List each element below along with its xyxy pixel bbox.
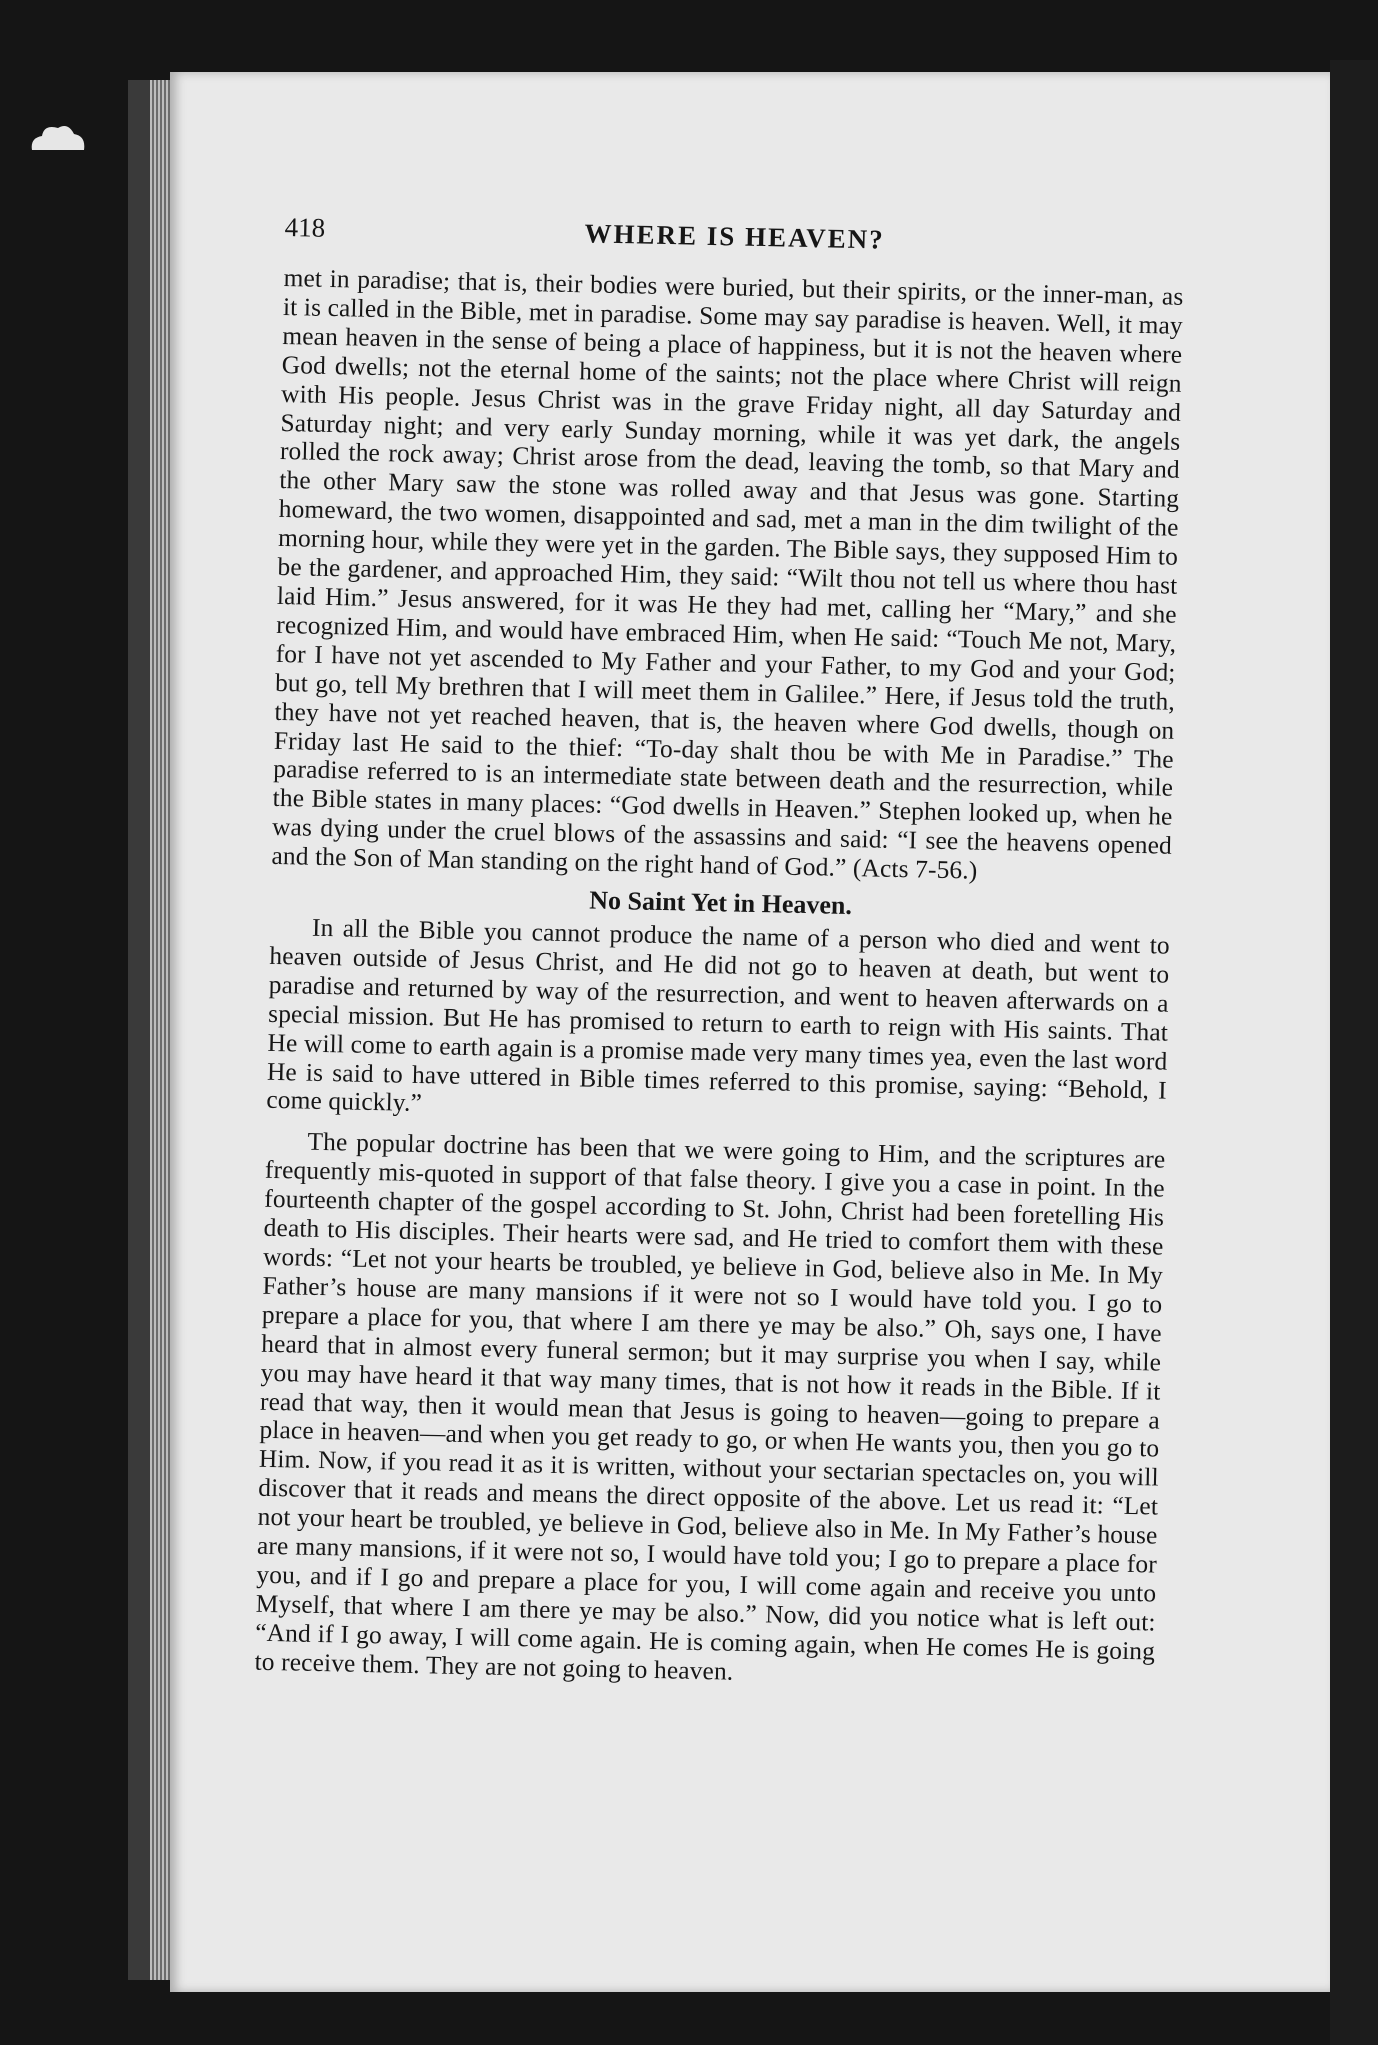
page-edges bbox=[150, 80, 172, 1980]
paragraph-paradise: met in paradise; that is, their bodies were buried, but their spirits, or the inner-man, as it is called in the Bible, met in paradise. Some may say paradise is heaven. Well, it may mean heaven in the sense of being a place of happiness, but it is not the heaven where God dwells; not the eternal home of the saints; not the place where Christ will reign with His people. Jesus Christ was in the grave Friday night, all day Saturday and Saturday night; and very early Sunday morning, while it was yet dark, the angels rolled the rock away; Christ arose from the dead, leaving the tomb, so that Mary and the other Mary saw the stone was rolled away and that Jesus was gone. Starting homeward, the two women, disappointed and sad, met a man in the dim twilight of the morning hour, while they were yet in the garden. The Bible says, they supposed Him to be the gardener, and approached Him, they said: “Wilt thou not tell us where thou hast laid Him.” Jesus answered, for it was He they had met, calling her “Mary,” and she recognized Him, and would have embraced Him, when He said: “Touch Me not, Mary, for I have not yet ascended to My Father and your Father, to my God and your God; but go, tell My brethren that I will meet them in Galilee.” Here, if Jesus told the truth, they have not yet reached heaven, that is, the heaven where God dwells, though on Friday last He said to the thief: “To-day shalt thou be with Me in Paradise.” The paradise referred to is an intermediate state between death and the resurrection, while the Bible states in many places: “God dwells in Heaven.” Stephen looked up, when he was dying under the cruel blows of the assassins and said: “I see the heavens opened and the Son of Man standing on the right hand of God.” (Acts 7-56.) bbox=[271, 263, 1184, 885]
paragraph-no-saint: In all the Bible you cannot produce the name of a person who died and went to heaven outside of Jesus Christ, and He did not go to heaven at death, but went to paradise and returned by way of the resurrection, and went to heaven afterwards on a special mission. But He has promised to return to earth to reign with His saints. That He will come to earth again is a promise made very many times yea, even the last word He is said to have uttered in Bible times referred to this promise, saying: “Behold, I come quickly.” bbox=[266, 913, 1171, 1118]
page-number: 418 bbox=[284, 212, 326, 243]
scan-right-margin bbox=[1330, 60, 1378, 2045]
page-content bbox=[254, 212, 1184, 1695]
section-heading: No Saint Yet in Heaven. bbox=[589, 885, 853, 921]
paragraph-popular-doctrine: The popular doctrine has been that we were going to Him, and the scriptures are frequently mis-quoted in support of that false theory. I give you a case in point. In the fourteenth chapter of the gospel according to St. John, Christ had been foretelling His death to His disciples. Their hearts were sad, and He tried to comfort them with these words: “Let not your hearts be troubled, ye believe in God, believe also in Me. In My Father’s house are many mansions if it were not so I would have told you. I go to prepare a place for you, that where I am there ye may be also.” Oh, says one, I have heard that in almost every funeral sermon; but it may surprise you when I say, while you may have heard it that way many times, that is not how it reads in the Bible. If it read that way, then it would mean that Jesus is going to heaven—going to prepare a place in heaven—and when you get ready to go, or when He wants you, then you go to Him. Now, if you read it as it is written, without your sectarian spectacles on, you will discover that it reads and means the direct opposite of the above. Let us read it: “Let not your heart be troubled, ye believe in God, believe also in Me. In My Father’s house are many mansions, if it were not so, I would have told you; I go to prepare a place for you, and if I go and prepare a place for you, I will come again and receive you unto Myself, that where I am there ye may be also.” Now, did you notice what is left out: “And if I go away, I will come again. He is coming again, when He comes He is going to receive them. They are not going to heaven. bbox=[254, 1128, 1166, 1686]
running-head: WHERE IS HEAVEN? bbox=[584, 218, 885, 255]
scan-artifact-blot bbox=[28, 120, 88, 160]
